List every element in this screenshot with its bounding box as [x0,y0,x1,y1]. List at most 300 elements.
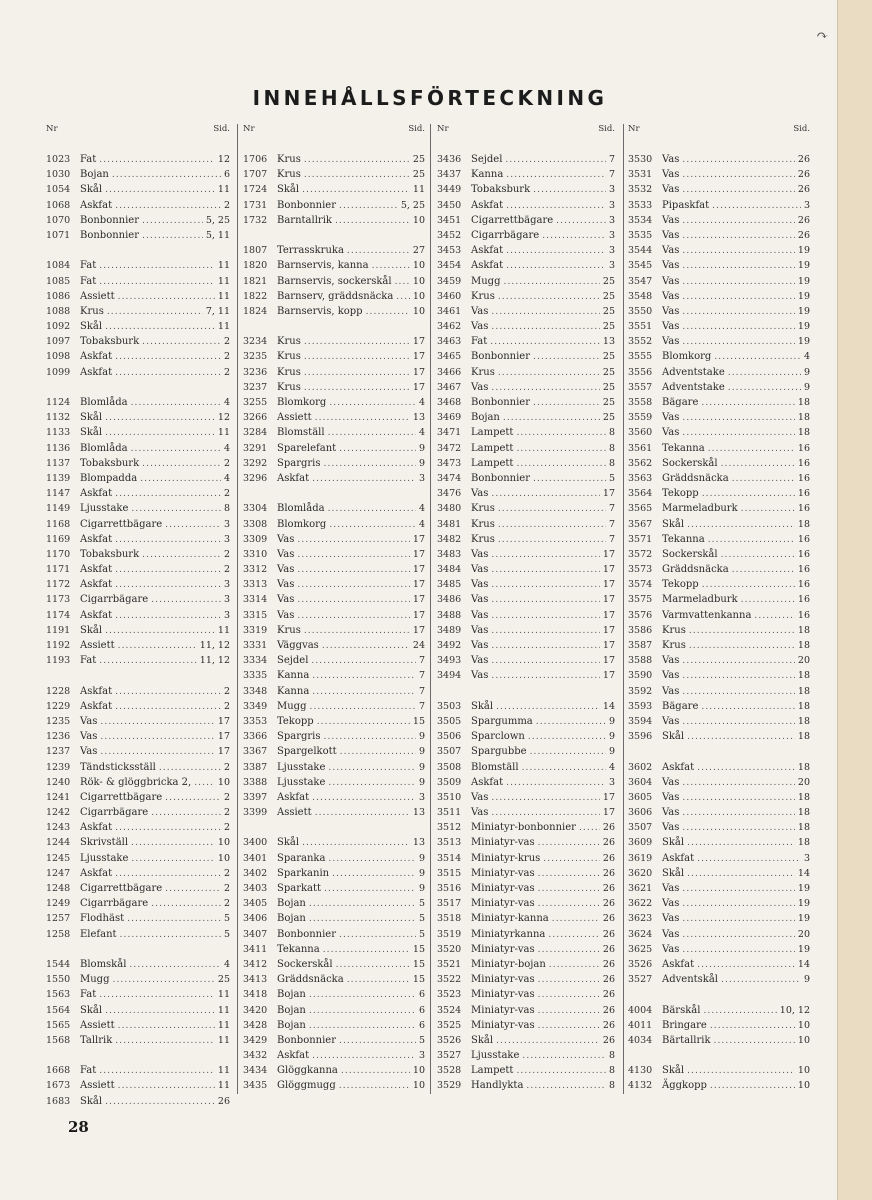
entry-name: Miniatyr-vas [471,867,535,879]
leader-dots [710,1019,795,1034]
index-entry [243,835,425,850]
leader-dots [697,761,795,776]
leader-dots [105,320,215,335]
entry-number: 3576 [628,609,653,621]
entry-number: 3481 [437,518,462,530]
entry-name: Skål [277,837,300,849]
entry-number: 3520 [437,943,462,955]
entry-number: 1544 [46,958,71,970]
index-entry [46,319,230,334]
entry-page: 9 [418,457,425,469]
index-entry [46,441,230,456]
leader-dots [682,290,795,305]
leader-dots [728,366,801,381]
entry-name: Bojan [277,913,306,925]
index-entry [437,334,615,349]
index-entry [628,957,810,972]
entry-name: Cigarrettbägare [80,518,163,530]
entry-page: 19 [797,913,810,925]
entry-number: 1247 [46,867,71,879]
entry-number: 3466 [437,366,462,378]
leader-dots [526,1079,606,1094]
entry-page: 11 [217,624,230,636]
section-gap [243,228,425,243]
leader-dots [682,685,795,700]
index-entry [628,532,810,547]
entry-page: 4 [418,503,425,515]
leader-dots [322,639,410,654]
entry-number: 1070 [46,214,71,226]
entry-page: 10 [412,305,425,317]
entry-name: Cigarrbägare [80,807,149,819]
entry-name: Askfat [277,472,310,484]
entry-number: 3511 [437,807,462,819]
entry-page: 25 [602,321,615,333]
entry-name: Krus [471,366,495,378]
leader-dots [682,821,795,836]
entry-name: Tobaksburk [80,457,140,469]
entry-page: 9 [418,442,425,454]
entry-page: 25 [602,412,615,424]
entry-number: 3507 [437,746,462,758]
index-entry [628,395,810,410]
entry-number: 3622 [628,898,653,910]
entry-page: 25 [412,154,425,165]
index-entry [628,577,810,592]
entry-name: Vas [471,321,489,333]
index-entry [46,1063,230,1078]
leader-dots [302,836,410,851]
index-entry [437,608,615,623]
entry-name: Glöggkanna [277,1065,338,1077]
entry-name: Krus [662,640,686,651]
leader-dots [703,1004,776,1019]
entry-name: Vas [662,184,680,196]
entry-name: Tekopp [662,488,699,500]
entry-number: 3531 [628,169,653,181]
entry-page: 6 [418,989,425,1001]
leader-dots [490,335,600,350]
leader-dots [115,1034,215,1049]
entry-number: 3602 [628,761,653,773]
entry-page: 2 [223,822,230,834]
leader-dots [297,593,410,608]
index-entry [437,167,615,182]
entry-number: 1550 [46,974,71,986]
entry-number: 3400 [243,837,268,849]
entry-number: 3459 [437,275,462,287]
leader-dots [682,259,795,274]
entry-page: 17 [412,548,425,560]
index-entry [243,638,425,653]
leader-dots [549,958,600,973]
entry-number: 3411 [243,943,268,955]
entry-name: Lampett [471,1065,514,1077]
index-entry [243,410,425,425]
index-entry [46,1094,230,1109]
leader-dots [312,1049,416,1064]
entry-page: 7, 11 [205,305,230,317]
entry-page: 3 [608,245,615,257]
entry-page: 8 [608,442,615,454]
entry-page: 25 [602,275,615,287]
entry-page: 3 [223,594,230,606]
entry-name: Spargris [277,731,321,743]
leader-dots [708,442,795,457]
entry-number: 3296 [243,472,268,484]
leader-dots [682,244,795,259]
leader-dots [702,578,795,593]
index-entry [437,896,615,911]
index-entry [628,866,810,881]
index-entry [628,592,810,607]
index-entry [46,729,230,744]
entry-number: 3313 [243,579,268,591]
index-entry [628,835,810,850]
entry-page: 17 [412,609,425,621]
leader-dots [741,593,795,608]
entry-page: 4 [803,351,810,363]
column-header-nr: Nr [46,124,58,134]
entry-number: 3605 [628,791,653,803]
entry-name: Askfat [80,366,113,378]
entry-number: 3432 [243,1050,268,1062]
entry-name: Handlykta [471,1080,524,1092]
entry-page: 10 [217,852,230,864]
leader-dots [339,1034,416,1049]
leader-dots [99,988,215,1003]
leader-dots [754,609,795,624]
index-entry [437,699,615,714]
leader-dots [689,639,795,654]
leader-dots [708,533,795,548]
entry-page: 25 [602,351,615,363]
index-entry [628,198,810,213]
index-entry [243,881,425,896]
entry-name: Skål [662,1065,685,1077]
entry-page: 7 [418,670,425,682]
entry-page: 3 [608,184,615,196]
entry-name: Blomkorg [277,397,327,408]
column-header-sid: Sid. [213,124,230,134]
entry-number: 3623 [628,913,653,925]
index-entry [46,471,230,486]
entry-page: 7 [418,700,425,712]
entry-page: 18 [797,837,810,849]
index-entry [46,304,230,319]
index-entry [628,972,810,987]
entry-page: 18 [797,822,810,834]
leader-dots [341,1064,410,1079]
entry-page: 14 [797,958,810,970]
entry-page: 10 [412,1065,425,1077]
leader-dots [697,852,801,867]
entry-number: 1821 [243,275,268,287]
leader-dots [516,457,606,472]
entry-number: 3291 [243,442,268,454]
index-entry [243,365,425,380]
entry-name: Krus [471,518,495,530]
index-column-1 [46,124,230,1109]
entry-number: 3526 [628,958,653,970]
entry-name: Vas [277,594,295,606]
entry-name: Mugg [471,275,501,287]
index-entry [628,851,810,866]
leader-dots [304,350,410,365]
entry-number: 3588 [628,655,653,667]
index-entry [628,486,810,501]
entry-page: 9 [803,381,810,393]
entry-page: 4 [223,472,230,484]
entry-page: 26 [602,928,615,940]
entry-name: Miniatyr-vas [471,989,535,1001]
entry-name: Gräddsnäcka [662,472,729,484]
leader-dots [105,183,215,198]
entry-name: Skål [80,184,103,196]
entry-number: 3619 [628,852,653,864]
index-entry [437,653,615,668]
index-entry [628,911,810,926]
entry-number: 3348 [243,685,268,697]
index-entry [243,441,425,456]
leader-dots [304,168,410,183]
entry-number: 3561 [628,442,653,454]
entry-name: Miniatyr-vas [471,837,535,849]
leader-dots [491,578,600,593]
leader-dots [701,700,795,715]
entry-number: 3284 [243,427,268,439]
index-entry [46,866,230,881]
leader-dots [100,745,215,760]
index-entry [437,623,615,638]
entry-page: 10 [412,290,425,302]
leader-dots [528,730,606,745]
entry-page: 4 [418,427,425,439]
index-entry [628,623,810,638]
entry-number: 4034 [628,1034,653,1046]
entry-number: 3509 [437,776,462,788]
entry-page: 3 [223,533,230,545]
entry-number: 3505 [437,715,462,727]
entry-number: 1243 [46,822,71,834]
index-entry [437,729,615,744]
leader-dots [115,487,221,502]
entry-page: 19 [797,336,810,348]
leader-dots [498,366,600,381]
entry-name: Assiett [80,290,115,302]
entry-name: Askfat [80,351,113,363]
entry-page: 25 [602,290,615,302]
entry-name: Skål [80,624,103,636]
entry-name: Vas [80,731,98,743]
entry-page: 19 [797,898,810,910]
entry-name: Adventskål [662,974,719,986]
entry-name: Vas [662,943,680,955]
entry-name: Bägare [662,397,699,408]
column-divider [623,124,624,1094]
leader-dots [533,350,600,365]
entry-name: Bojan [277,989,306,1001]
entry-page: 11 [217,1065,230,1077]
index-entry [437,365,615,380]
index-entry [46,349,230,364]
entry-number: 3507 [628,822,653,834]
entry-number: 3310 [243,548,268,560]
index-entry [243,456,425,471]
entry-name: Kanna [277,670,310,682]
entry-page: 4 [608,761,615,773]
index-entry [628,243,810,258]
leader-dots [100,730,215,745]
entry-page: 11 [217,427,230,439]
entry-page: 16 [797,548,810,560]
entry-page: 11 [217,1034,230,1046]
index-entry [628,501,810,516]
entry-number: 3476 [437,488,462,500]
entry-page: 4 [223,397,230,408]
entry-number: 3314 [243,594,268,606]
entry-name: Vas [80,715,98,727]
index-entry [437,942,615,957]
entry-name: Väggvas [277,640,319,651]
entry-number: 3451 [437,214,462,226]
entry-page: 15 [412,974,425,986]
entry-page: 3 [803,199,810,211]
entry-page: 16 [797,564,810,576]
page-title: INNEHÅLLSFÖRTECKNING [252,86,608,110]
leader-dots [687,518,795,533]
entry-number: 3331 [243,640,268,651]
leader-dots [491,639,600,654]
entry-page: 11 [217,184,230,196]
entry-page: 26 [602,883,615,894]
leader-dots [165,791,221,806]
entry-name: Blomlåda [80,397,128,408]
entry-number: 1248 [46,883,71,894]
entry-number: 3453 [437,245,462,257]
entry-name: Skål [471,700,494,712]
entry-number: 1249 [46,898,71,910]
entry-page: 15 [412,943,425,955]
entry-name: Miniatyr-vas [471,883,535,894]
leader-dots [328,426,416,441]
index-entry [437,395,615,410]
leader-dots [682,426,795,441]
entry-name: Cigarrbägare [80,594,149,606]
entry-number: 3462 [437,321,462,333]
entry-number: 3480 [437,503,462,515]
index-entry [437,547,615,562]
leader-dots [496,1034,600,1049]
leader-dots [323,943,410,958]
entry-name: Askfat [80,533,113,545]
entry-number: 1174 [46,609,71,621]
leader-dots [741,502,795,517]
leader-dots [131,502,221,517]
index-entry [46,562,230,577]
entry-number: 3571 [628,533,653,545]
leader-dots [372,259,410,274]
entry-number: 1173 [46,594,71,606]
entry-number: 3485 [437,579,462,591]
entry-page: 17 [602,488,615,500]
leader-dots [131,396,221,411]
entry-number: 3493 [437,655,462,667]
entry-page: 26 [602,958,615,970]
index-entry [243,547,425,562]
entry-page: 19 [797,260,810,272]
leader-dots [105,411,215,426]
entry-name: Skål [471,1034,494,1046]
entry-page: 17 [602,609,615,621]
entry-page: 18 [797,700,810,712]
entry-page: 26 [602,913,615,925]
entry-number: 3528 [437,1065,462,1077]
leader-dots [498,502,606,517]
entry-number: 3552 [628,336,653,348]
entry-number: 3563 [628,472,653,484]
leader-dots [142,214,203,229]
entry-name: Cigarrettbägare [471,214,554,226]
entry-page: 9 [803,366,810,378]
entry-page: 5, 25 [400,199,425,211]
entry-page: 8 [608,457,615,469]
entry-number: 3460 [437,290,462,302]
entry-number: 3334 [243,655,268,667]
leader-dots [530,745,606,760]
index-entry [46,334,230,349]
entry-page: 5, 11 [205,229,230,241]
entry-number: 3492 [437,640,462,651]
entry-number: 3556 [628,366,653,378]
entry-page: 26 [602,989,615,1001]
entry-name: Askfat [471,199,504,211]
entry-page: 26 [797,229,810,241]
leader-dots [498,533,606,548]
entry-page: 3 [223,518,230,530]
index-entry [437,441,615,456]
entry-page: 10 [797,1080,810,1092]
entry-name: Fat [80,1065,97,1077]
section-gap [46,380,230,395]
leader-dots [339,442,416,457]
entry-page: 17 [602,594,615,606]
entry-name: Vas [662,685,680,697]
index-entry [243,425,425,440]
entry-page: 2 [223,791,230,803]
entry-page: 25 [602,381,615,393]
entry-number: 3467 [437,381,462,393]
entry-name: Assiett [277,412,312,424]
index-entry [628,1018,810,1033]
entry-name: Bonbonnier [277,928,337,940]
index-entry [243,182,425,197]
index-entry [437,1078,615,1093]
entry-number: 1071 [46,229,71,241]
entry-page: 8 [608,1080,615,1092]
entry-name: Vas [277,564,295,576]
entry-page: 26 [602,852,615,864]
entry-number: 3366 [243,731,268,743]
section-gap [437,684,615,699]
leader-dots [491,487,600,502]
leader-dots [115,563,221,578]
index-entry [46,213,230,228]
index-entry [437,182,615,197]
leader-dots [115,533,221,548]
leader-dots [324,457,416,472]
leader-dots [728,381,801,396]
